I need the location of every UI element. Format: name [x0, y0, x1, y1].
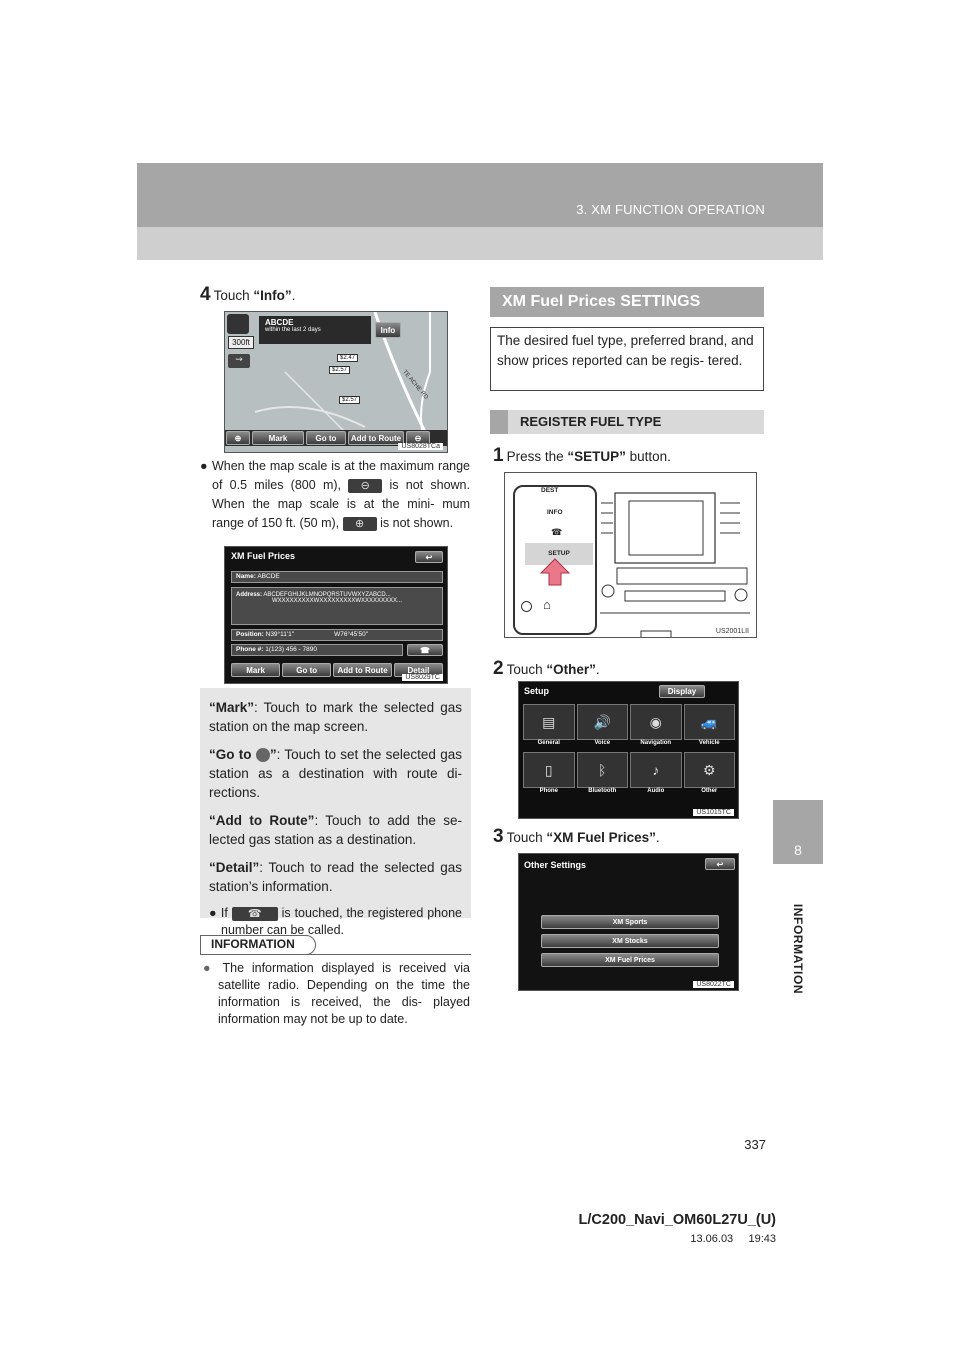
subsection-label: REGISTER FUEL TYPE — [520, 414, 662, 429]
button-description-box — [200, 688, 471, 937]
station-name: ABCDE — [265, 318, 294, 327]
price-tag: $2.57 — [329, 366, 350, 374]
subsection-title — [490, 410, 764, 434]
call-bullet-b: is touched, the registered phone number can be called. — [221, 906, 462, 937]
screen-title: XM Fuel Prices — [231, 551, 296, 561]
screen-title: Setup — [524, 686, 550, 696]
setup-item-label: Other — [701, 788, 718, 794]
bullet-text-a: When the map scale is at the maximum range of 0.5 miles (800 m), — [211, 459, 470, 492]
music-note-icon: ♪ — [630, 752, 682, 788]
step-text: Press the — [506, 449, 568, 464]
name-row[interactable] — [231, 571, 443, 583]
dashboard-illustration — [504, 472, 757, 638]
step-number: 2 — [493, 658, 504, 679]
general-icon: ▤ — [523, 704, 575, 740]
address-label: Address: — [236, 592, 263, 598]
section-intro: The desired fuel type, preferred brand, and show prices reported can be regis- tered. — [490, 327, 764, 391]
knob-icon — [521, 601, 532, 612]
add-to-route-button[interactable]: Add to Route — [333, 663, 392, 677]
phone-icon: ☎ — [232, 907, 278, 921]
bullet-dot: ● — [200, 459, 212, 473]
car-icon: 🚙 — [684, 704, 736, 740]
call-button[interactable]: ☎ — [407, 644, 443, 656]
goto-button[interactable]: Go to — [306, 431, 346, 445]
goto-term: “Go to — [209, 747, 252, 762]
xm-fuel-prices-button[interactable]: XM Fuel Prices — [541, 953, 719, 967]
step-number: 3 — [493, 826, 504, 847]
name-value: ABCDE — [257, 573, 280, 580]
map-screenshot — [224, 311, 448, 453]
step-text: Touch — [506, 830, 547, 845]
information-divider — [200, 954, 471, 955]
setup-item-label: Navigation — [640, 740, 672, 746]
step-tail: . — [655, 830, 660, 845]
phone-label: Phone #: — [236, 646, 264, 653]
setup-item-voice[interactable] — [577, 704, 629, 746]
setup-item-general[interactable] — [523, 704, 575, 746]
figure-code: US8029TC — [402, 674, 443, 681]
step-target: “Other” — [546, 662, 596, 677]
phone-icon[interactable]: ☎ — [551, 527, 563, 537]
goto-button[interactable]: Go to — [282, 663, 331, 677]
setup-item-label: Audio — [647, 788, 665, 794]
goto-icon — [256, 748, 270, 762]
station-banner — [259, 316, 371, 344]
step-3 — [493, 826, 660, 848]
bullet-dot: ● — [203, 961, 223, 975]
phone-row — [231, 644, 403, 656]
setup-item-label: Phone — [539, 788, 558, 794]
address-row[interactable] — [231, 587, 443, 625]
setup-item-other[interactable] — [684, 752, 736, 794]
zoom-out-icon[interactable]: ⊖ — [406, 431, 430, 445]
mark-term: “Mark” — [209, 700, 255, 715]
section-title: XM Fuel Prices SETTINGS — [490, 287, 764, 317]
compass-icon[interactable] — [227, 314, 249, 334]
setup-item-label: General — [537, 740, 560, 746]
figure-code: US8022TC — [693, 981, 734, 988]
latitude: N39°11'1" — [265, 631, 295, 638]
detail-text: : Touch to read the selected gas station’s information. — [209, 860, 462, 894]
information-tag: INFORMATION — [200, 935, 316, 955]
zoom-in-icon[interactable]: ⊕ — [226, 431, 250, 445]
bullet-text-c: is not shown. — [380, 516, 454, 530]
step-number: 1 — [493, 445, 504, 466]
chapter-number-tab: 8 — [773, 800, 823, 864]
setup-item-vehicle[interactable] — [684, 704, 736, 746]
goto-description — [209, 745, 462, 802]
price-tag: $2.57 — [339, 396, 360, 404]
add-route-description — [209, 811, 462, 849]
call-bullet — [209, 905, 462, 939]
setup-item-navigation[interactable] — [630, 704, 682, 746]
setup-screenshot — [518, 681, 739, 819]
step-target: “SETUP” — [567, 449, 626, 464]
setup-item-label: Voice — [594, 740, 611, 746]
arrow-icon — [535, 557, 575, 587]
station-sub: within the last 2 days — [265, 327, 321, 333]
subsection-marker — [490, 410, 508, 434]
step-text: Touch — [506, 662, 547, 677]
chapter-name: INFORMATION — [791, 903, 805, 995]
address-line-2: WXXXXXXXXXWXXXXXXXXXWXXXXXXXXX... — [272, 598, 403, 604]
map-scale: 300ft — [228, 336, 254, 349]
compass-icon: ◉ — [630, 704, 682, 740]
step-tail: button. — [625, 449, 671, 464]
mark-button[interactable]: Mark — [231, 663, 280, 677]
info-button[interactable]: Info — [375, 322, 401, 338]
header-subband — [137, 227, 823, 260]
bullet-map-scale — [200, 457, 470, 533]
add-to-route-button[interactable]: Add to Route — [348, 431, 404, 445]
zoom-out-icon: ⊖ — [348, 479, 382, 493]
setup-item-label: Vehicle — [698, 740, 720, 746]
mark-text: : Touch to mark the selected gas station on the map screen. — [209, 700, 462, 734]
setup-button[interactable]: SETUP — [525, 543, 593, 565]
detail-description — [209, 858, 462, 896]
mark-button[interactable]: Mark — [252, 431, 304, 445]
display-button[interactable]: Display — [659, 685, 705, 698]
call-bullet-a: If — [220, 906, 228, 920]
screen-title: Other Settings — [524, 860, 587, 870]
speaker-icon: 🔊 — [577, 704, 629, 740]
name-label: Name: — [236, 573, 256, 580]
step-number: 4 — [200, 284, 211, 305]
setup-grid — [523, 704, 735, 794]
setup-item-phone[interactable] — [523, 752, 575, 794]
xm-stocks-button[interactable]: XM Stocks — [541, 934, 719, 948]
step-1 — [493, 445, 671, 467]
fuel-detail-screenshot — [224, 546, 448, 684]
other-settings-screenshot — [518, 853, 739, 991]
step-text: Touch — [213, 288, 254, 303]
position-label: Position: — [236, 631, 264, 638]
route-icon[interactable]: ⇝ — [228, 354, 250, 368]
step-target: “Info” — [253, 288, 292, 303]
detail-button[interactable]: Detail — [394, 663, 443, 677]
setup-item-audio[interactable] — [630, 752, 682, 794]
setup-item-bluetooth[interactable] — [577, 752, 629, 794]
document-id: L/C200_Navi_OM60L27U_(U) — [578, 1212, 776, 1228]
goto-term-close: ” — [269, 747, 277, 762]
page-number: 337 — [744, 1137, 766, 1152]
dest-button[interactable]: DEST — [541, 487, 559, 494]
figure-code: US2001LII — [713, 628, 752, 635]
phone-value: 1(123) 456 - 7890 — [265, 646, 317, 653]
information-text-block — [203, 960, 470, 1028]
back-icon[interactable]: ↩ — [705, 858, 735, 870]
detail-term: “Detail” — [209, 860, 260, 875]
gear-icon: ⚙ — [684, 752, 736, 788]
longitude: W76°45'50" — [334, 631, 369, 638]
information-text: The information displayed is received via satellite radio. Depending on the time the information is received, the dis- played information may not be up to date. — [218, 961, 470, 1026]
header-band — [137, 163, 823, 227]
add-route-text: : Touch to add the se- lected gas station as a destination. — [209, 813, 463, 847]
step-2 — [493, 658, 600, 680]
step-4 — [200, 284, 295, 306]
section-header-title: 3. XM FUNCTION OPERATION — [576, 202, 765, 217]
figure-code: US8028TCa — [398, 443, 443, 450]
step-tail: . — [595, 662, 600, 677]
step-target: “XM Fuel Prices” — [546, 830, 656, 845]
back-icon[interactable]: ↩ — [415, 551, 443, 563]
price-tag: $2.47 — [337, 354, 358, 362]
road-label: TE ACHE RD — [401, 369, 429, 401]
chapter-label — [773, 864, 823, 1034]
info-button[interactable]: INFO — [547, 509, 563, 516]
climate-icon: ⌂ — [543, 597, 551, 612]
setup-item-label: Bluetooth — [588, 788, 617, 794]
goto-text: : Touch to set the selected gas station as a destination with route di- rections. — [209, 747, 462, 800]
document-date: 13.06.03 19:43 — [690, 1233, 776, 1245]
bullet-text-b: is not shown. When the map scale is at the mini- mum range of 150 ft. (50 m), — [212, 478, 470, 530]
address-line-1: ABCDEFGHIJKLMNOPQRSTUVWXYZABCD... — [263, 592, 391, 598]
figure-code: US1015TC — [693, 809, 734, 816]
bullet-dot: ● — [209, 906, 221, 920]
mark-description — [209, 698, 462, 736]
phone-icon: ▯ — [523, 752, 575, 788]
bluetooth-icon: ᛒ — [577, 752, 629, 788]
step-tail: . — [291, 288, 296, 303]
add-route-term: “Add to Route” — [209, 813, 315, 828]
position-row — [231, 629, 443, 641]
xm-sports-button[interactable]: XM Sports — [541, 915, 719, 929]
zoom-in-icon: ⊕ — [343, 517, 377, 531]
